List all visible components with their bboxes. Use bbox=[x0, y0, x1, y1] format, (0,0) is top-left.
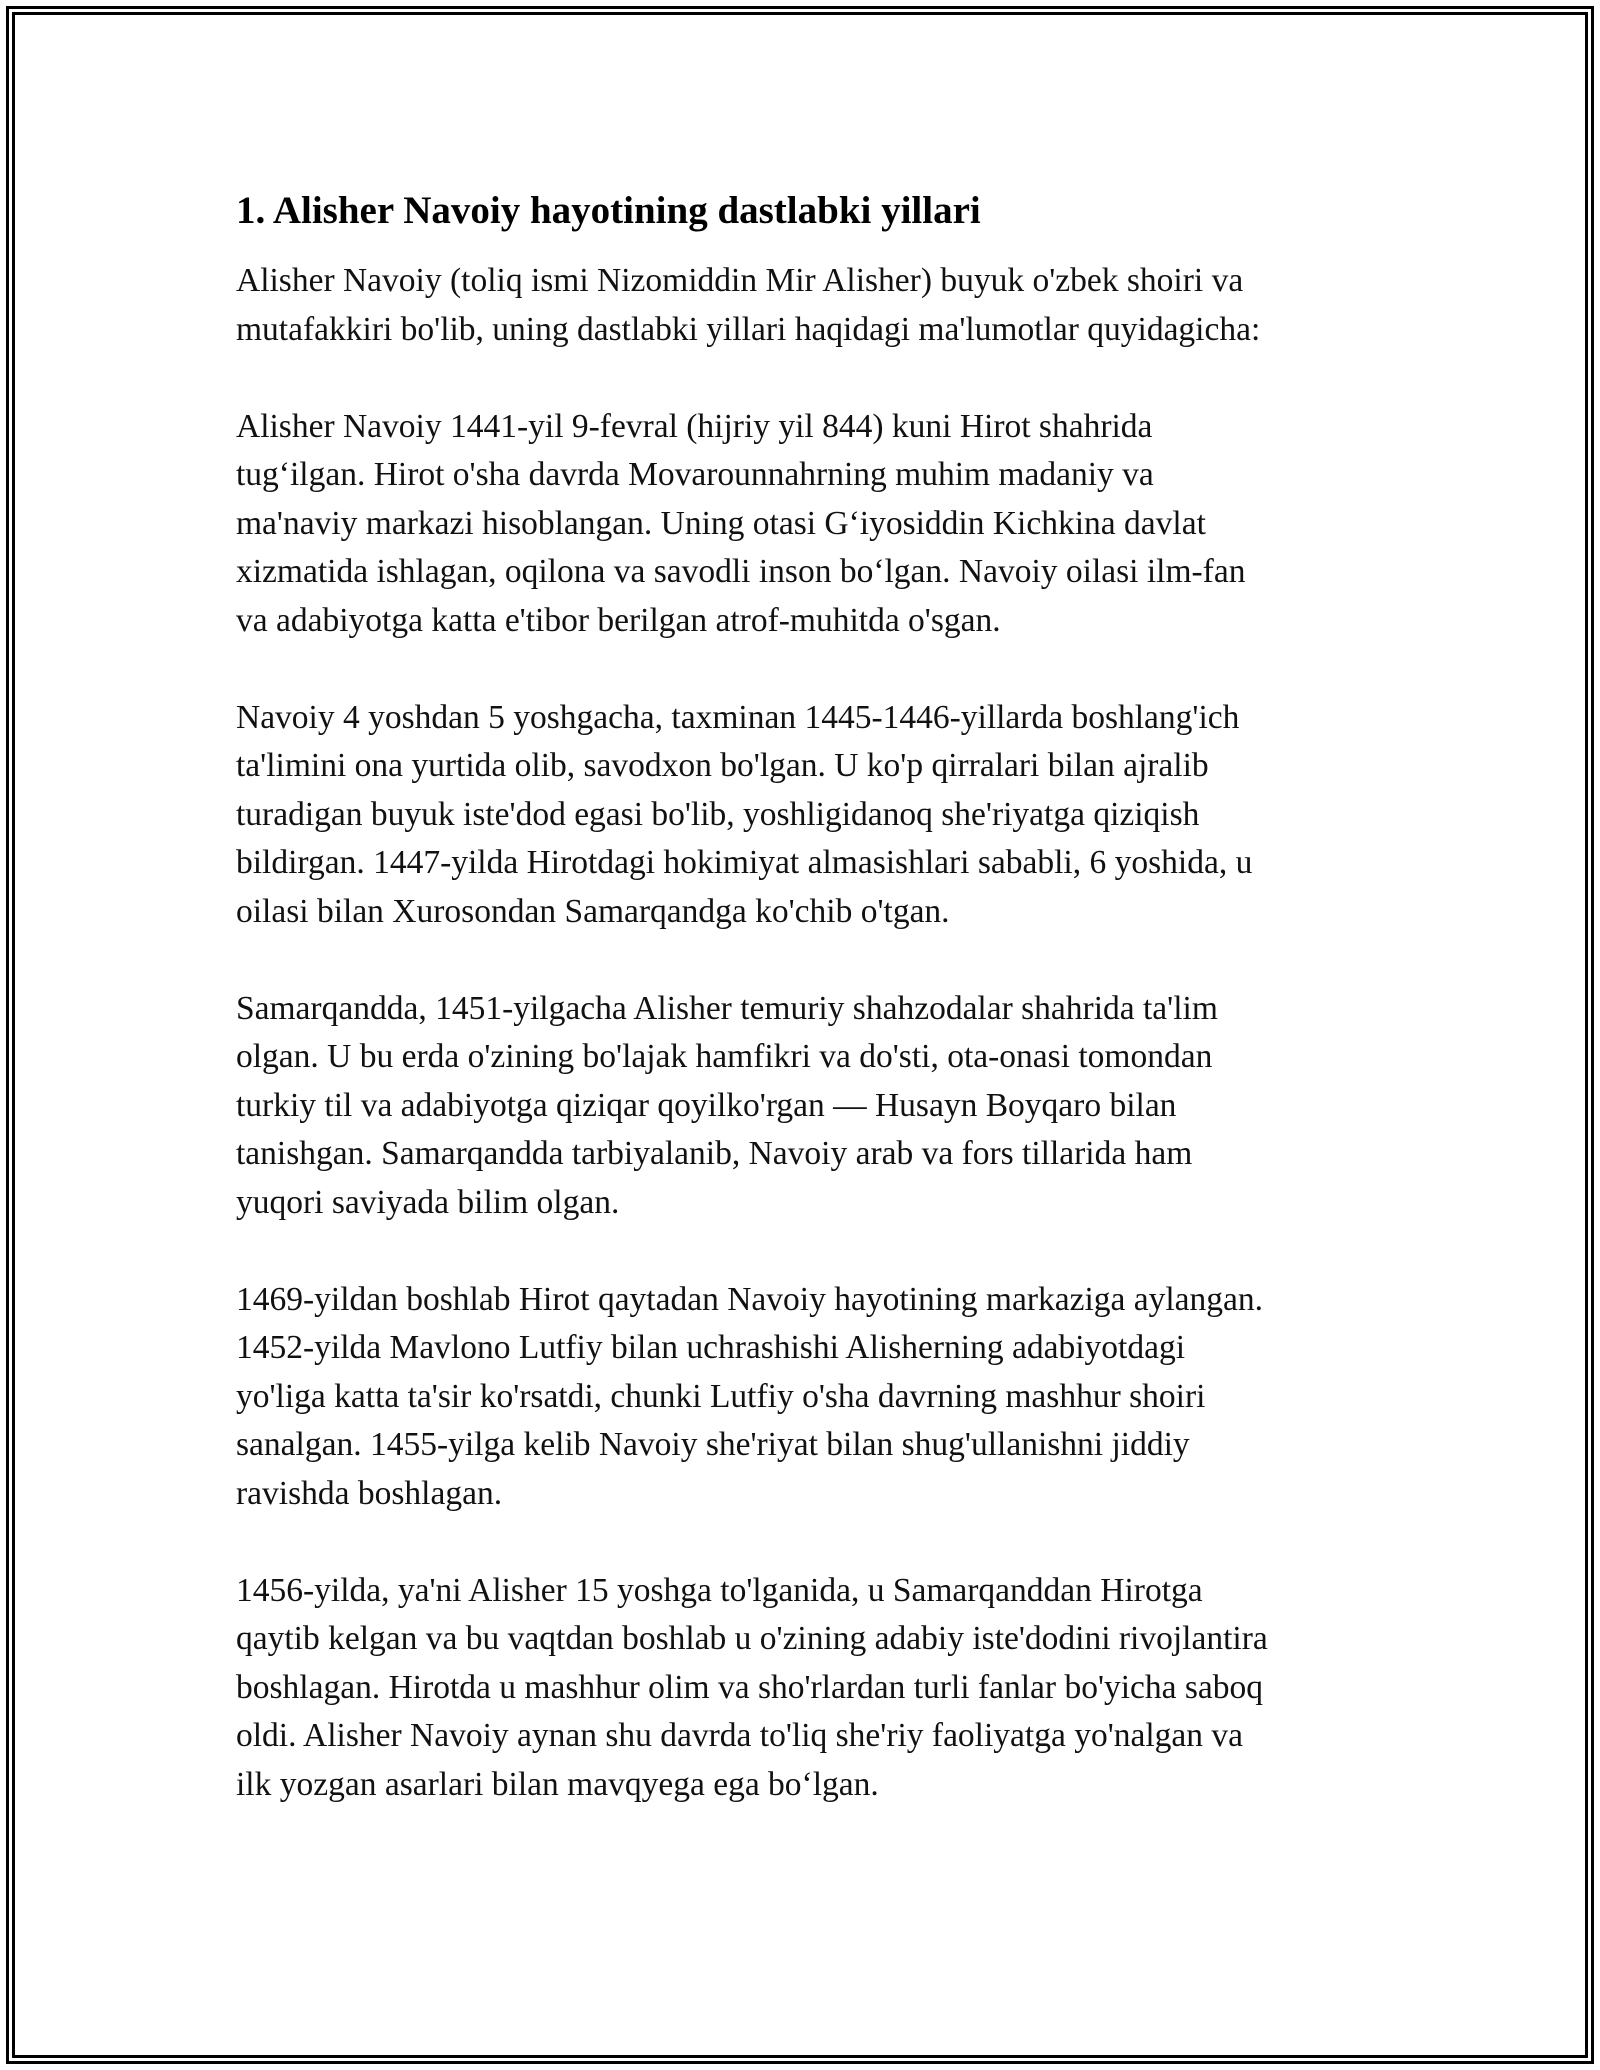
paragraph-literary-start bbox=[236, 1567, 1386, 1810]
text-line: olgan. U bu erda o'zining bo'lajak hamfikri va do'sti, ota-onasi tomondan bbox=[236, 1038, 1213, 1075]
text-line: Alisher Navoiy 1441-yil 9-fevral (hijriy yil 844) kuni Hirot shahrida bbox=[236, 407, 1153, 445]
text-line: ma'naviy markazi hisoblangan. Uning otasi G‘iyosiddin Kichkina davlat bbox=[236, 504, 1206, 542]
text-line: ravishda boshlagan. bbox=[236, 1474, 503, 1512]
text-line: qaytib kelgan va bu vaqtdan boshlab u o'zining adabiy iste'dodini rivojlantira bbox=[236, 1620, 1268, 1657]
text-line: 1452-yilda Mavlono Lutfiy bilan uchrashishi Alisherning adabiyotdagi bbox=[236, 1329, 1186, 1366]
text-line: Alisher Navoiy (toliq ismi Nizomiddin Mir Alisher) buyuk o'zbek shoiri va bbox=[236, 262, 1244, 299]
text-line: tanishgan. Samarqandda tarbiyalanib, Navoiy arab va fors tillarida ham bbox=[236, 1135, 1193, 1172]
document-body bbox=[236, 185, 1386, 1858]
text-line: turadigan buyuk iste'dod egasi bo'lib, yoshligidanoq she'riyatga qiziqish bbox=[236, 795, 1200, 833]
text-line: boshlagan. Hirotda u mashhur olim va sho'rlardan turli fanlar bo'yicha saboq bbox=[236, 1668, 1264, 1706]
paragraph-early-education bbox=[236, 694, 1386, 937]
text-line: va adabiyotga katta e'tibor berilgan atrof-muhitda o'sgan. bbox=[236, 601, 1001, 639]
text-line: oldi. Alisher Navoiy aynan shu davrda to'liq she'riy faoliyatga yo'nalgan va bbox=[236, 1717, 1244, 1754]
text-line: xizmatida ishlagan, oqilona va savodli inson bo‘lgan. Navoiy oilasi ilm-fan bbox=[236, 553, 1246, 590]
paragraph-samarqand bbox=[236, 985, 1386, 1228]
text-line: oilasi bilan Xurosondan Samarqandga ko'chib o'tgan. bbox=[236, 892, 950, 930]
section-heading: 1. Alisher Navoiy hayotining dastlabki yillari bbox=[236, 189, 981, 232]
text-line: mutafakkiri bo'lib, uning dastlabki yillari haqidagi ma'lumotlar quyidagicha: bbox=[236, 310, 1261, 348]
text-line: bildirgan. 1447-yilda Hirotdagi hokimiyat almasishlari sababli, 6 yoshida, u bbox=[236, 844, 1253, 881]
text-line: Samarqandda, 1451-yilgacha Alisher temuriy shahzodalar shahrida ta'lim bbox=[236, 989, 1218, 1027]
text-line: turkiy til va adabiyotga qiziqar qoyilko'rgan — Husayn Boyqaro bilan bbox=[236, 1086, 1177, 1124]
text-line: yo'liga katta ta'sir ko'rsatdi, chunki Lutfiy o'sha davrning mashhur shoiri bbox=[236, 1377, 1206, 1415]
text-line: sanalgan. 1455-yilga kelib Navoiy she'riyat bilan shug'ullanishni jiddiy bbox=[236, 1426, 1190, 1463]
text-line: tug‘ilgan. Hirot o'sha davrda Movarounnahrning muhim madaniy va bbox=[236, 456, 1154, 493]
paragraph-intro bbox=[236, 257, 1386, 354]
paragraph-birth bbox=[236, 403, 1386, 646]
text-line: 1469-yildan boshlab Hirot qaytadan Navoiy hayotining markaziga aylangan. bbox=[236, 1280, 1264, 1318]
text-line: ilk yozgan asarlari bilan mavqyega ega bo‘lgan. bbox=[236, 1765, 879, 1803]
text-line: 1456-yilda, ya'ni Alisher 15 yoshga to'lganida, u Samarqanddan Hirotga bbox=[236, 1571, 1203, 1609]
text-line: Navoiy 4 yoshdan 5 yoshgacha, taxminan 1445-1446-yillarda boshlang'ich bbox=[236, 698, 1240, 736]
text-line: yuqori saviyada bilim olgan. bbox=[236, 1183, 620, 1221]
text-line: ta'limini ona yurtida olib, savodxon bo'lgan. U ko'p qirralari bilan ajralib bbox=[236, 747, 1209, 784]
paragraph-return-hirot bbox=[236, 1276, 1386, 1519]
